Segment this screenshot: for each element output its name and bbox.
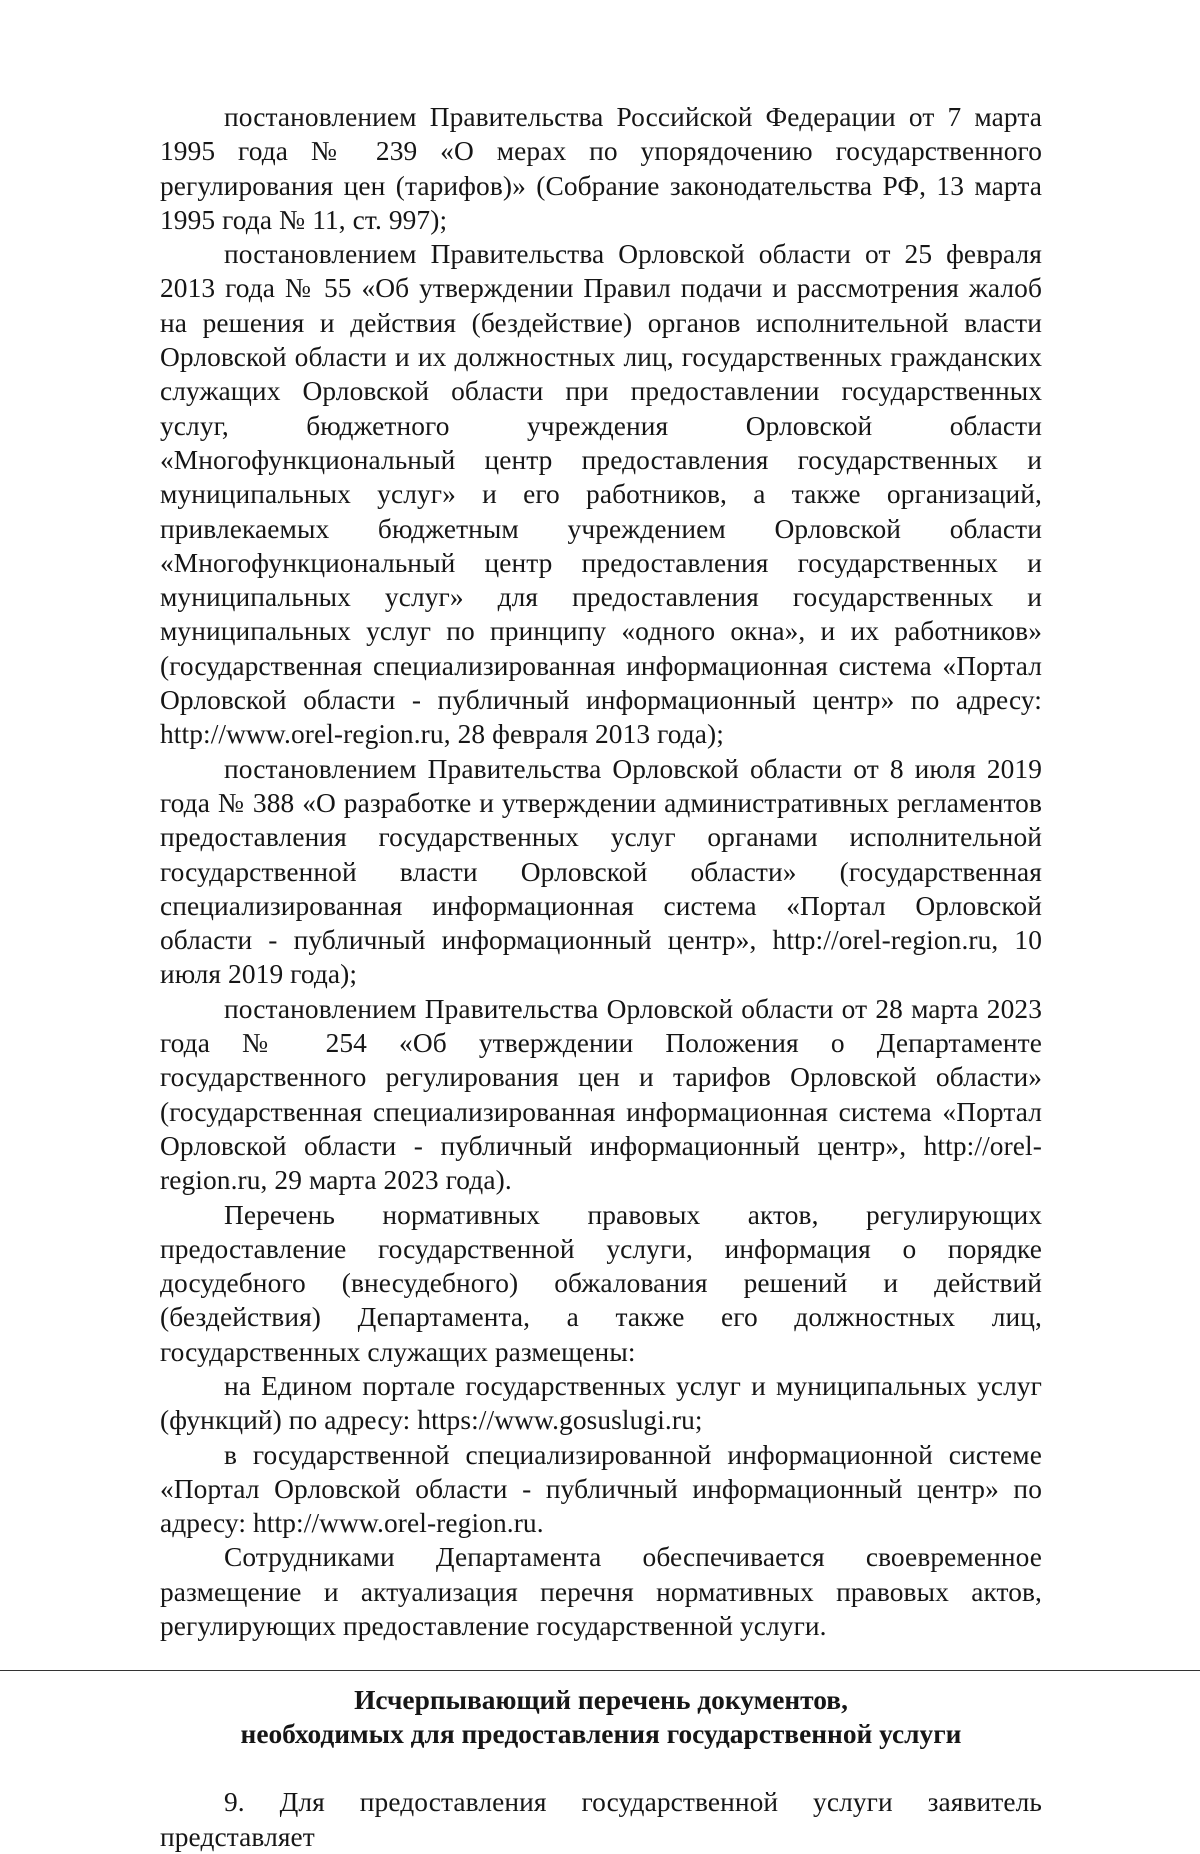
paragraph-resolution-2013: постановлением Правительства Орловской области от 25 февраля 2013 года № 55 «Об утверждении Правил подачи и рассмотрения жалоб на решения и действия (бездействие) органов исполнительной власти Орловской области и их должностных лиц, государственных гражданских служащих Орловской области при предоставлении государственных услуг, бюджетного учреждения Орловской области «Многофункциональный центр предоставления государственных и муниципальных услуг» и его работников, а также организаций, привлекаемых бюджетным учреждением Орловской области «Многофункциональный центр предоставления государственных и муниципальных услуг» для предоставления государственных и муниципальных услуг по принципу «одного окна», и их работников» (государственная специализированная информационная система «Портал Орловской области - публичный информационный центр» по адресу: http://www.orel-region.ru, 28 февраля 2013 года); (160, 239, 1042, 750)
paragraph-department-staff: Сотрудниками Департамента обеспечивается своевременное размещение и актуализация перечня нормативных правовых актов, регулирующих предоставление государственной услуги. (160, 1542, 1042, 1642)
page-bottom-rule (0, 1670, 1200, 1671)
paragraph-acts-list: Перечень нормативных правовых актов, регулирующих предоставление государственной услуги, информация о порядке досудебного (внесудебного) обжалования решений и действий (бездействия) Департамента, а также его должностных лиц, государственных служащих размещены: (160, 1199, 1042, 1367)
paragraph-resolution-2019: постановлением Правительства Орловской области от 8 июля 2019 года № 388 «О разработке и утверждении административных регламентов предоставления государственных услуг органами исполнительной государственной власти Орловской области» (государственная специализированная информационная система «Портал Орловской области - публичный информационный центр», http://orel-region.ru, 10 июля 2019 года); (160, 753, 1042, 990)
paragraph-9: 9. Для предоставления государственной услуги заявитель представляет (160, 1787, 1042, 1852)
paragraph-resolution-2023: постановлением Правительства Орловской области от 28 марта 2023 года № 254 «Об утверждении Положения о Департаменте государственного регулирования цен и тарифов Орловской области» (государственная специализированная информационная система «Портал Орловской области - публичный информационный центр», http://orel-region.ru, 29 марта 2023 года). (160, 993, 1042, 1196)
paragraph-gosuslugi: на Едином портале государственных услуг и муниципальных услуг (функций) по адресу: https://www.gosuslugi.ru; (160, 1370, 1042, 1436)
paragraph-resolution-1995: постановлением Правительства Российской Федерации от 7 марта 1995 года № 239 «О мерах по упорядочению государственного регулирования цен (тарифов)» (Собрание законодательства РФ, 13 марта 1995 года № 11, ст. 997); (160, 102, 1042, 235)
document-page (160, 100, 1042, 1854)
section-heading (160, 1683, 1042, 1751)
paragraph-orel-portal: в государственной специализированной информационной системе «Портал Орловской области - публичный информационный центр» по адресу: http://www.orel-region.ru. (160, 1439, 1042, 1539)
section-heading-line-1: Исчерпывающий перечень документов, (354, 1685, 848, 1716)
section-heading-line-2: необходимых для предоставления государственной услуги (240, 1719, 962, 1750)
